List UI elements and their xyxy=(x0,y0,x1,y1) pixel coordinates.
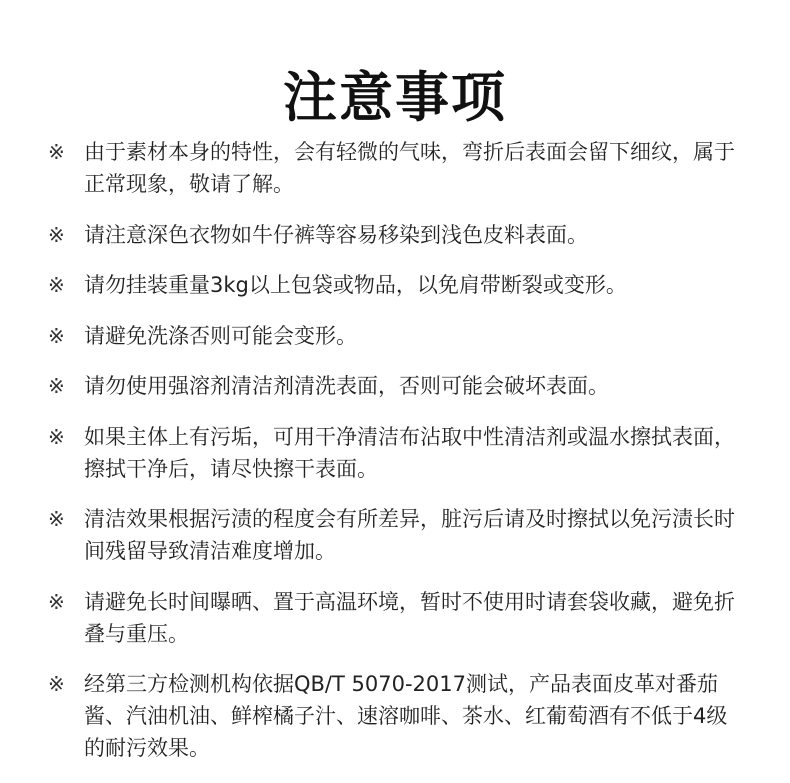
reference-mark-icon: ※ xyxy=(48,374,65,398)
notice-text: 请注意深色衣物如牛仔裤等容易移染到浅色皮料表面。 xyxy=(84,222,588,247)
reference-mark-icon: ※ xyxy=(48,672,65,696)
reference-mark-icon: ※ xyxy=(48,424,65,449)
page-title: 注意事项 xyxy=(283,66,507,130)
notice-text: 请勿使用强溶剂清洁剂清洗表面，否则可能会破坏表面。 xyxy=(84,374,609,398)
reference-mark-icon: ※ xyxy=(48,273,65,297)
reference-mark-icon: ※ xyxy=(48,323,65,348)
notice-item xyxy=(48,136,748,200)
notice-item xyxy=(48,370,748,402)
notice-list xyxy=(48,136,748,783)
notice-item xyxy=(48,503,748,567)
notice-text: 由于素材本身的特性，会有轻微的气味，弯折后表面会留下细纹，属于正常现象，敬请了解。 xyxy=(84,140,735,196)
notice-item xyxy=(48,586,748,650)
notice-item xyxy=(48,320,748,352)
notice-text: 请避免长时间曝晒、置于高温环境，暂时不使用时请套袋收藏，避免折叠与重压。 xyxy=(84,589,735,646)
notice-item xyxy=(48,668,748,764)
notice-text: 请勿挂装重量3kg以上包袋或物品，以免肩带断裂或变形。 xyxy=(84,273,627,297)
reference-mark-icon: ※ xyxy=(48,222,65,247)
notice-text: 清洁效果根据污渍的程度会有所差异，脏污后请及时擦拭以免污渍长时间残留导致清洁难度增加。 xyxy=(84,507,735,563)
notice-item xyxy=(48,421,748,485)
notice-text: 经第三方检测机构依据QB/T 5070-2017测试，产品表面皮革对番茄酱、汽油机油、鲜榨橘子汁、速溶咖啡、茶水、红葡萄酒有不低于4级的耐污效果。 xyxy=(84,672,728,760)
reference-mark-icon: ※ xyxy=(48,140,65,164)
notice-text: 如果主体上有污垢，可用干净清洁布沾取中性清洁剂或温水擦拭表面，擦拭干净后，请尽快擦干表面。 xyxy=(84,424,735,481)
notice-item xyxy=(48,269,748,301)
reference-mark-icon: ※ xyxy=(48,589,65,614)
notice-item xyxy=(48,219,748,251)
reference-mark-icon: ※ xyxy=(48,507,65,531)
notice-text: 请避免洗涤否则可能会变形。 xyxy=(84,323,357,348)
